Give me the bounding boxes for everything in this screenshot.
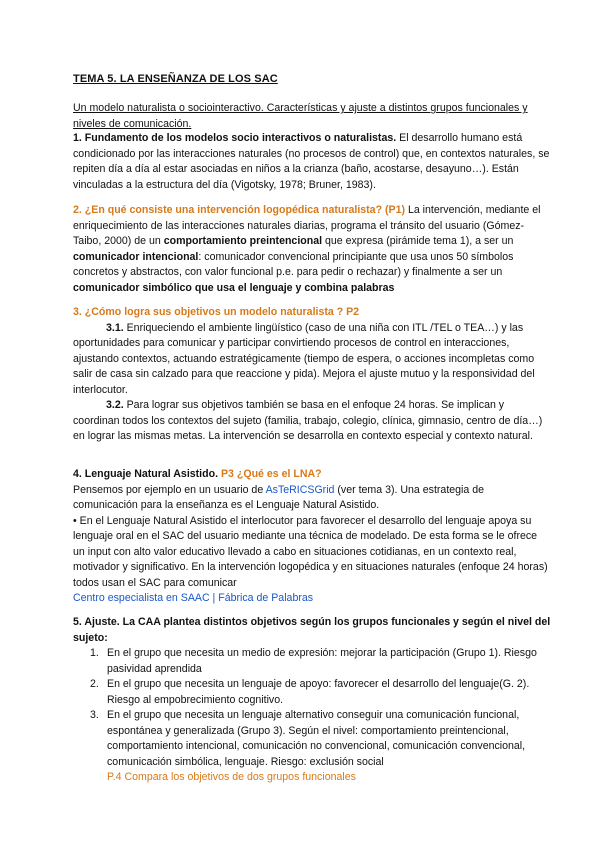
question-p4: P.4 Compara los objetivos de dos grupos funcionales xyxy=(107,771,356,783)
fabrica-de-palabras-link[interactable]: Centro especialista en SAAC | Fábrica de Palabras xyxy=(73,592,314,604)
section-4-text-1: Pensemos por ejemplo en un usuario de xyxy=(73,483,266,496)
section-3-2 xyxy=(73,398,551,445)
list-item-text: En el grupo que necesita un lenguaje de apoyo: favorecer el desarrollo del lenguaje(G. 2). Riesgo al empobrecimiento cognitivo. xyxy=(107,678,530,706)
section-3 xyxy=(73,305,551,445)
section-4-question: P3 ¿Qué es el LNA? xyxy=(218,468,322,480)
section-3-1-text: Enriqueciendo el ambiente lingüístico (caso de una niña con ITL /TEL o TEA…) y las oportunidades para comunicar y participar convirtiendo procesos de control en interacciones, ajustando contextos, actuando estratégicamente (tiempo de espera, o acciones incompletas como salir de casa sin calzado para que reaccione y pida). Mejora el ajuste mutuo y la responsividad del interlocutor. xyxy=(73,321,535,396)
list-item xyxy=(73,646,551,677)
list-item-number: 2. xyxy=(90,678,99,690)
section-2 xyxy=(73,203,551,296)
page-title: TEMA 5. LA ENSEÑANZA DE LOS SAC xyxy=(73,73,278,85)
section-3-heading: 3. ¿Cómo logra sus objetivos un modelo naturalista ? P2 xyxy=(73,306,360,318)
section-3-1-number: 3.1. xyxy=(106,321,124,334)
list-item-number: 1. xyxy=(90,647,99,659)
section-4 xyxy=(73,467,551,607)
section-3-1 xyxy=(73,321,551,399)
list-item xyxy=(73,708,551,770)
section-3-2-number: 3.2. xyxy=(106,399,124,411)
section-1-heading: 1. Fundamento de los modelos socio interactivos o naturalistas. xyxy=(73,132,397,144)
section-2-text-3: : comunicador convencional principiante que usa unos 50 símbolos concretos y abstractos, con valor funcional p.e. para pedir o rechazar) y finalmente a ser un xyxy=(73,250,514,278)
section-3-2-text: Para lograr sus objetivos también se basa en el enfoque 24 horas. Se implican y coordinan todos los contextos del sujeto (familia, trabajo, colegio, clínica, gimnasio, centro de día…) en lograr las mismas metas. La intervención se desarrolla en contexto especial y contexto natural. xyxy=(73,399,543,442)
subtitle: Un modelo naturalista o sociointeractivo. Características y ajuste a distintos grupos funcionales y niveles de comunicación. xyxy=(73,102,528,130)
section-4-heading: 4. Lenguaje Natural Asistido. xyxy=(73,468,219,480)
list-item-text: En el grupo que necesita un lenguaje alternativo conseguir una comunicación funcional, espontánea y generalizada (Grupo 3). Según el nivel: comportamiento preintencional, comportamiento intencional, comunicación no convencional, comunicación convencional, comunicación simbólica, lenguaje. Riesgo: exclusión social xyxy=(107,709,526,768)
section-1 xyxy=(73,131,551,193)
section-2-bold-3: comunicador simbólico que usa el lenguaje y combina palabras xyxy=(73,281,395,294)
section-2-text-2: que expresa (pirámide tema 1), a ser un xyxy=(322,235,514,247)
list-item-number: 3. xyxy=(90,709,99,721)
section-4-text-2: (ver tema 3). Una estrategia de comunicación para la enseñanza es el Lenguaje Natural Asistido. xyxy=(73,483,485,511)
section-5 xyxy=(73,615,551,786)
list-item-text: En el grupo que necesita un medio de expresión: mejorar la participación (Grupo 1). Riesgo pasividad aprendida xyxy=(107,647,537,675)
section-2-text-1: La intervención, mediante el enriquecimiento de las interacciones naturales diarias, programa el tránsito del usuario (Gómez-Taibo, 2000) de un xyxy=(73,204,541,247)
asterics-grid-link[interactable]: AsTeRICSGrid xyxy=(265,483,335,496)
section-1-text: El desarrollo humano está condicionado por las interacciones naturales (no procesos de control) que, en contextos naturales, se repiten día a día al estar asociadas en niños a la crianza (baño, acostarse, desayuno…). Están vinculadas a la estructura del día (Vigotsky, 1978; Bruner, 1983). xyxy=(73,132,550,191)
section-5-heading: 5. Ajuste. La CAA plantea distintos objetivos según los grupos funcionales y según el nivel del sujeto: xyxy=(73,616,551,644)
section-2-bold-1: comportamiento preintencional xyxy=(163,235,323,247)
section-2-bold-2: comunicador intencional xyxy=(73,250,199,263)
list-item xyxy=(73,677,551,708)
section-2-heading: 2. ¿En qué consiste una intervención logopédica naturalista? (P1) xyxy=(73,204,406,216)
section-4-bullet: • En el Lenguaje Natural Asistido el interlocutor para favorecer el desarrollo del lenguaje apoya su lenguaje oral en el SAC del usuario mediante una técnica de modelado. De esta forma se le ofrece un input con alto valor educativo llevado a cabo en situaciones cotidianas, en un contexto real, motivador y significativo. En la intervención logopédica y en situaciones naturales (enfoque 24 horas) todos usan el SAC para comunicar xyxy=(73,514,548,589)
groups-list xyxy=(73,646,551,770)
